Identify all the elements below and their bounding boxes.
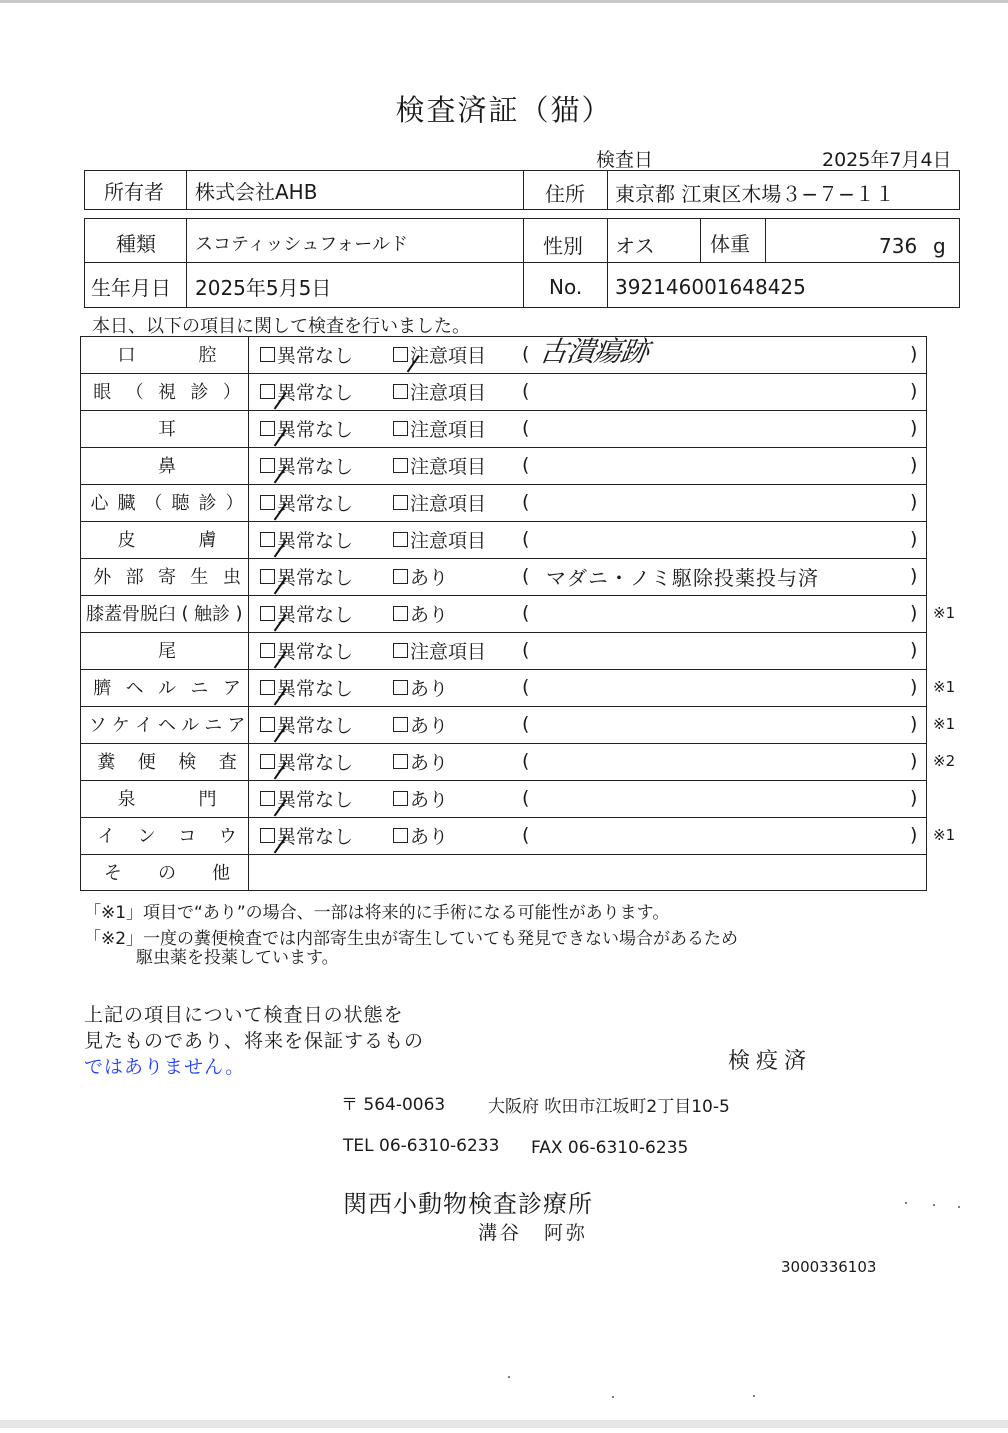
option-no-abnormality[interactable] [260, 484, 353, 520]
item-label-char: 膝 [86, 604, 104, 625]
divider [186, 170, 187, 210]
scan-top-edge [0, 0, 1008, 3]
open-paren: ( [522, 343, 530, 365]
item-label-char: 便 [137, 752, 156, 773]
divider [765, 218, 766, 262]
item-label-char: ) [235, 602, 243, 624]
item-label-char: 視 [158, 382, 177, 403]
option-no-abnormality[interactable] [260, 780, 353, 816]
close-paren: ) [910, 417, 918, 439]
breed-value: スコティッシュフォールド [195, 234, 408, 255]
close-paren: ) [910, 602, 918, 624]
doctor-name: 溝谷 阿弥 [478, 1222, 589, 1244]
item-label-char: ア [227, 715, 246, 736]
item-note: マダニ・ノミ駆除投薬投与済 [546, 565, 819, 590]
other-label [86, 854, 248, 890]
footnote-1: 「※1」項目で“あり”の場合、一部は将来的に手術になる可能性があります。 [84, 903, 670, 923]
option-attention[interactable] [393, 780, 448, 816]
option-label: 注意項目 [410, 455, 487, 478]
checkbox[interactable] [393, 606, 408, 621]
option-no-abnormality[interactable] [260, 373, 353, 409]
birth-value: 2025年5月5日 [195, 276, 332, 300]
checkbox[interactable] [393, 643, 408, 658]
open-paren: ( [522, 787, 530, 809]
open-paren: ( [522, 676, 530, 698]
checkbox[interactable] [260, 532, 275, 547]
item-label [86, 632, 248, 668]
item-label-char: ヘ [125, 678, 144, 699]
option-attention[interactable] [393, 706, 448, 742]
item-label [86, 336, 248, 372]
item-label-char: 膚 [198, 530, 217, 551]
clinic-tel: TEL 06-6310-6233 [343, 1136, 500, 1156]
item-label-char: ( [181, 602, 189, 624]
checkbox[interactable] [260, 384, 275, 399]
item-label-char: 口 [117, 345, 136, 366]
option-label: あり [410, 714, 449, 737]
option-attention[interactable] [393, 558, 448, 594]
footnote-mark: ※1 [933, 604, 956, 622]
item-label-char: 泉 [117, 789, 136, 810]
open-paren: ( [522, 380, 530, 402]
checkbox[interactable] [260, 606, 275, 621]
disclaimer-line-3: ではありません。 [84, 1056, 246, 1078]
checkbox[interactable] [260, 828, 275, 843]
open-paren: ( [522, 639, 530, 661]
option-attention[interactable] [393, 484, 486, 520]
item-label-char: （ [125, 382, 144, 403]
checkbox[interactable] [393, 421, 408, 436]
option-attention[interactable] [393, 447, 486, 483]
item-label-char: ） [222, 382, 241, 403]
item-label-char: 臓 [117, 493, 136, 514]
option-attention[interactable] [393, 632, 486, 668]
checkbox[interactable] [393, 754, 408, 769]
option-label: 異常なし [277, 492, 354, 515]
checkbox[interactable] [393, 347, 408, 362]
item-label [86, 706, 248, 742]
weight-label: 体重 [710, 232, 750, 256]
option-label: あり [410, 825, 449, 848]
checkbox[interactable] [260, 791, 275, 806]
option-label: 異常なし [277, 640, 354, 663]
option-no-abnormality[interactable] [260, 521, 353, 557]
inspection-date-label: 検査日 [596, 149, 654, 171]
item-label [86, 410, 248, 446]
item-label-char: （ [144, 493, 163, 514]
open-paren: ( [522, 491, 530, 513]
item-label-char: 脱 [140, 604, 158, 625]
open-paren: ( [522, 824, 530, 846]
option-label: あり [410, 603, 449, 626]
option-label: 異常なし [277, 714, 354, 737]
open-paren: ( [522, 750, 530, 772]
option-label: 異常なし [277, 751, 354, 774]
item-label-char: ル [181, 715, 200, 736]
option-label: あり [410, 788, 449, 811]
item-label-char: 臼 [158, 604, 176, 625]
weight-unit: g [933, 234, 946, 258]
close-paren: ) [910, 824, 918, 846]
divider [186, 218, 187, 308]
divider [700, 218, 701, 262]
item-label-char: 眼 [93, 382, 112, 403]
item-label-char: イ [134, 715, 153, 736]
option-no-abnormality[interactable] [260, 336, 353, 372]
disclaimer-line-2: 見たものであり、将来を保証するもの [84, 1030, 425, 1052]
item-label-char: ウ [218, 826, 237, 847]
scan-speck [958, 1206, 960, 1208]
open-paren: ( [522, 602, 530, 624]
clinic-address: 大阪府 吹田市江坂町2丁目10-5 [488, 1097, 730, 1117]
item-label [86, 447, 248, 483]
option-label: 注意項目 [410, 640, 487, 663]
sex-value: オス [615, 234, 655, 258]
item-label-char: 診 [212, 604, 230, 625]
birth-label: 生年月日 [91, 276, 171, 300]
item-label [86, 521, 248, 557]
item-label-char: そ [104, 863, 122, 884]
item-label [86, 669, 248, 705]
document-title: 検査済証（猫） [395, 93, 613, 127]
item-label-char: ニ [190, 678, 209, 699]
close-paren: ) [910, 454, 918, 476]
item-label-char: 聴 [171, 493, 190, 514]
item-label-text: 鼻 [158, 456, 176, 477]
open-paren: ( [522, 454, 530, 476]
option-label: 注意項目 [410, 344, 487, 367]
option-label: あり [410, 566, 449, 589]
item-label-text: 耳 [158, 419, 176, 440]
footnote-2-cont: 駆虫薬を投薬しています。 [136, 948, 339, 968]
option-no-abnormality[interactable] [260, 743, 353, 779]
close-paren: ) [910, 639, 918, 661]
disclaimer-line-1: 上記の項目について検査日の状態を [84, 1004, 404, 1026]
item-label [86, 780, 248, 816]
clinic-name: 関西小動物検査診療所 [343, 1190, 593, 1218]
item-label-char: 寄 [158, 567, 177, 588]
item-label-char: 臍 [93, 678, 112, 699]
no-value: 392146001648425 [615, 275, 806, 299]
clinic-fax: FAX 06-6310-6235 [531, 1138, 689, 1158]
close-paren: ) [910, 380, 918, 402]
option-no-abnormality[interactable] [260, 410, 353, 446]
option-no-abnormality[interactable] [260, 706, 353, 742]
item-label [86, 595, 248, 631]
address-label: 住所 [545, 182, 585, 206]
option-label: 異常なし [277, 603, 354, 626]
table-divider [248, 336, 249, 891]
sex-label: 性別 [543, 234, 583, 258]
checkbox[interactable] [393, 569, 408, 584]
quarantine-stamp: 検疫済 [728, 1049, 813, 1074]
option-label: 注意項目 [410, 381, 487, 404]
item-label [86, 558, 248, 594]
item-label-char: ソ [88, 715, 107, 736]
open-paren: ( [522, 565, 530, 587]
item-label-char: 診 [190, 382, 209, 403]
footnote-mark: ※1 [933, 678, 956, 696]
item-label-char: 外 [93, 567, 112, 588]
checkbox[interactable] [260, 495, 275, 510]
item-label-char: ニ [204, 715, 223, 736]
option-label: 注意項目 [410, 492, 487, 515]
item-label-char: ヘ [157, 715, 176, 736]
item-label [86, 743, 248, 779]
option-label: 注意項目 [410, 529, 487, 552]
option-label: 異常なし [277, 381, 354, 404]
scan-speck [905, 1202, 907, 1204]
checkbox[interactable] [393, 458, 408, 473]
option-label: 注意項目 [410, 418, 487, 441]
divider [607, 170, 608, 210]
checkbox[interactable] [260, 421, 275, 436]
checkbox[interactable] [393, 828, 408, 843]
option-no-abnormality[interactable] [260, 447, 353, 483]
option-label: あり [410, 751, 449, 774]
option-attention[interactable] [393, 743, 448, 779]
intro-text: 本日、以下の項目に関して検査を行いました。 [92, 316, 470, 337]
checkbox[interactable] [260, 643, 275, 658]
close-paren: ) [910, 565, 918, 587]
close-paren: ) [910, 528, 918, 550]
postal-code: 〒 564-0063 [341, 1095, 446, 1115]
no-label: No. [549, 275, 583, 299]
scan-speck [508, 1376, 510, 1378]
scan-bottom-edge [0, 1420, 1008, 1428]
item-label-char: イ [97, 826, 116, 847]
owner-value: 株式会社AHB [195, 180, 318, 204]
option-label: 異常なし [277, 455, 354, 478]
breed-label: 種類 [116, 232, 156, 256]
item-label-text: 尾 [158, 641, 176, 662]
checkbox[interactable] [393, 384, 408, 399]
option-label: 異常なし [277, 788, 354, 811]
option-label: 異常なし [277, 418, 354, 441]
item-label-char: 検 [178, 752, 197, 773]
option-attention[interactable] [393, 336, 486, 372]
open-paren: ( [522, 528, 530, 550]
footnote-mark: ※1 [933, 826, 956, 844]
item-label-char: の [158, 863, 176, 884]
option-label: 異常なし [277, 344, 354, 367]
checkbox[interactable] [260, 680, 275, 695]
item-label-char: 部 [125, 567, 144, 588]
item-label-char: 診 [198, 493, 217, 514]
close-paren: ) [910, 491, 918, 513]
divider [607, 218, 608, 308]
option-attention[interactable] [393, 817, 448, 853]
option-attention[interactable] [393, 410, 486, 446]
checkbox[interactable] [260, 754, 275, 769]
item-label-char: 査 [218, 752, 237, 773]
item-label-char: ル [158, 678, 177, 699]
option-label: 異常なし [277, 566, 354, 589]
checkbox[interactable] [393, 532, 408, 547]
scan-speck [612, 1396, 614, 1398]
option-no-abnormality[interactable] [260, 558, 353, 594]
close-paren: ) [910, 713, 918, 735]
checkbox[interactable] [260, 717, 275, 732]
footnote-mark: ※2 [933, 752, 956, 770]
item-label-char: コ [178, 826, 197, 847]
item-label-char: 生 [190, 567, 209, 588]
checkbox[interactable] [393, 495, 408, 510]
address-value: 東京都 江東区木場３−７−１１ [615, 182, 895, 206]
scan-speck [753, 1395, 755, 1397]
item-label-char: 他 [212, 863, 230, 884]
close-paren: ) [910, 676, 918, 698]
item-label-char: 心 [90, 493, 109, 514]
option-label: 異常なし [277, 529, 354, 552]
option-label: 異常なし [277, 825, 354, 848]
item-label-char: ケ [111, 715, 130, 736]
item-label-char: 皮 [117, 530, 136, 551]
item-label-char: 虫 [222, 567, 241, 588]
close-paren: ) [910, 343, 918, 365]
checkbox[interactable] [393, 717, 408, 732]
owner-label: 所有者 [104, 180, 164, 204]
footnote-2: 「※2」一度の糞便検査では内部寄生虫が寄生していても発見できない場合があるため [84, 929, 739, 949]
checkbox[interactable] [260, 347, 275, 362]
scan-speck [933, 1204, 935, 1206]
divider [523, 218, 524, 308]
item-label-char: ） [225, 493, 244, 514]
handwritten-note: 古潰瘍跡 [537, 335, 651, 368]
close-paren: ) [910, 787, 918, 809]
footnote-mark: ※1 [933, 715, 956, 733]
checkbox[interactable] [260, 569, 275, 584]
item-label-char: 蓋 [104, 604, 122, 625]
item-label-char: 腔 [198, 345, 217, 366]
option-no-abnormality[interactable] [260, 632, 353, 668]
item-label-char: ン [137, 826, 156, 847]
document-code: 3000336103 [781, 1258, 877, 1276]
checkbox[interactable] [393, 791, 408, 806]
item-label [86, 484, 248, 520]
weight-value: 736 [879, 234, 918, 258]
option-attention[interactable] [393, 669, 448, 705]
inspection-date-value: 2025年7月4日 [822, 149, 952, 171]
option-attention[interactable] [393, 373, 486, 409]
close-paren: ) [910, 750, 918, 772]
open-paren: ( [522, 417, 530, 439]
option-no-abnormality[interactable] [260, 817, 353, 853]
item-label-char: ア [222, 678, 241, 699]
item-label-char: 骨 [122, 604, 140, 625]
divider [84, 262, 960, 263]
item-label [86, 817, 248, 853]
item-label-char: 門 [198, 789, 217, 810]
option-no-abnormality[interactable] [260, 669, 353, 705]
option-attention[interactable] [393, 521, 486, 557]
option-no-abnormality[interactable] [260, 595, 353, 631]
open-paren: ( [522, 713, 530, 735]
checkbox[interactable] [393, 680, 408, 695]
item-label-char: 糞 [97, 752, 116, 773]
option-attention[interactable] [393, 595, 448, 631]
item-label-char: 触 [194, 604, 212, 625]
option-label: あり [410, 677, 449, 700]
checkbox[interactable] [260, 458, 275, 473]
option-label: 異常なし [277, 677, 354, 700]
divider [523, 170, 524, 210]
item-label [86, 373, 248, 409]
